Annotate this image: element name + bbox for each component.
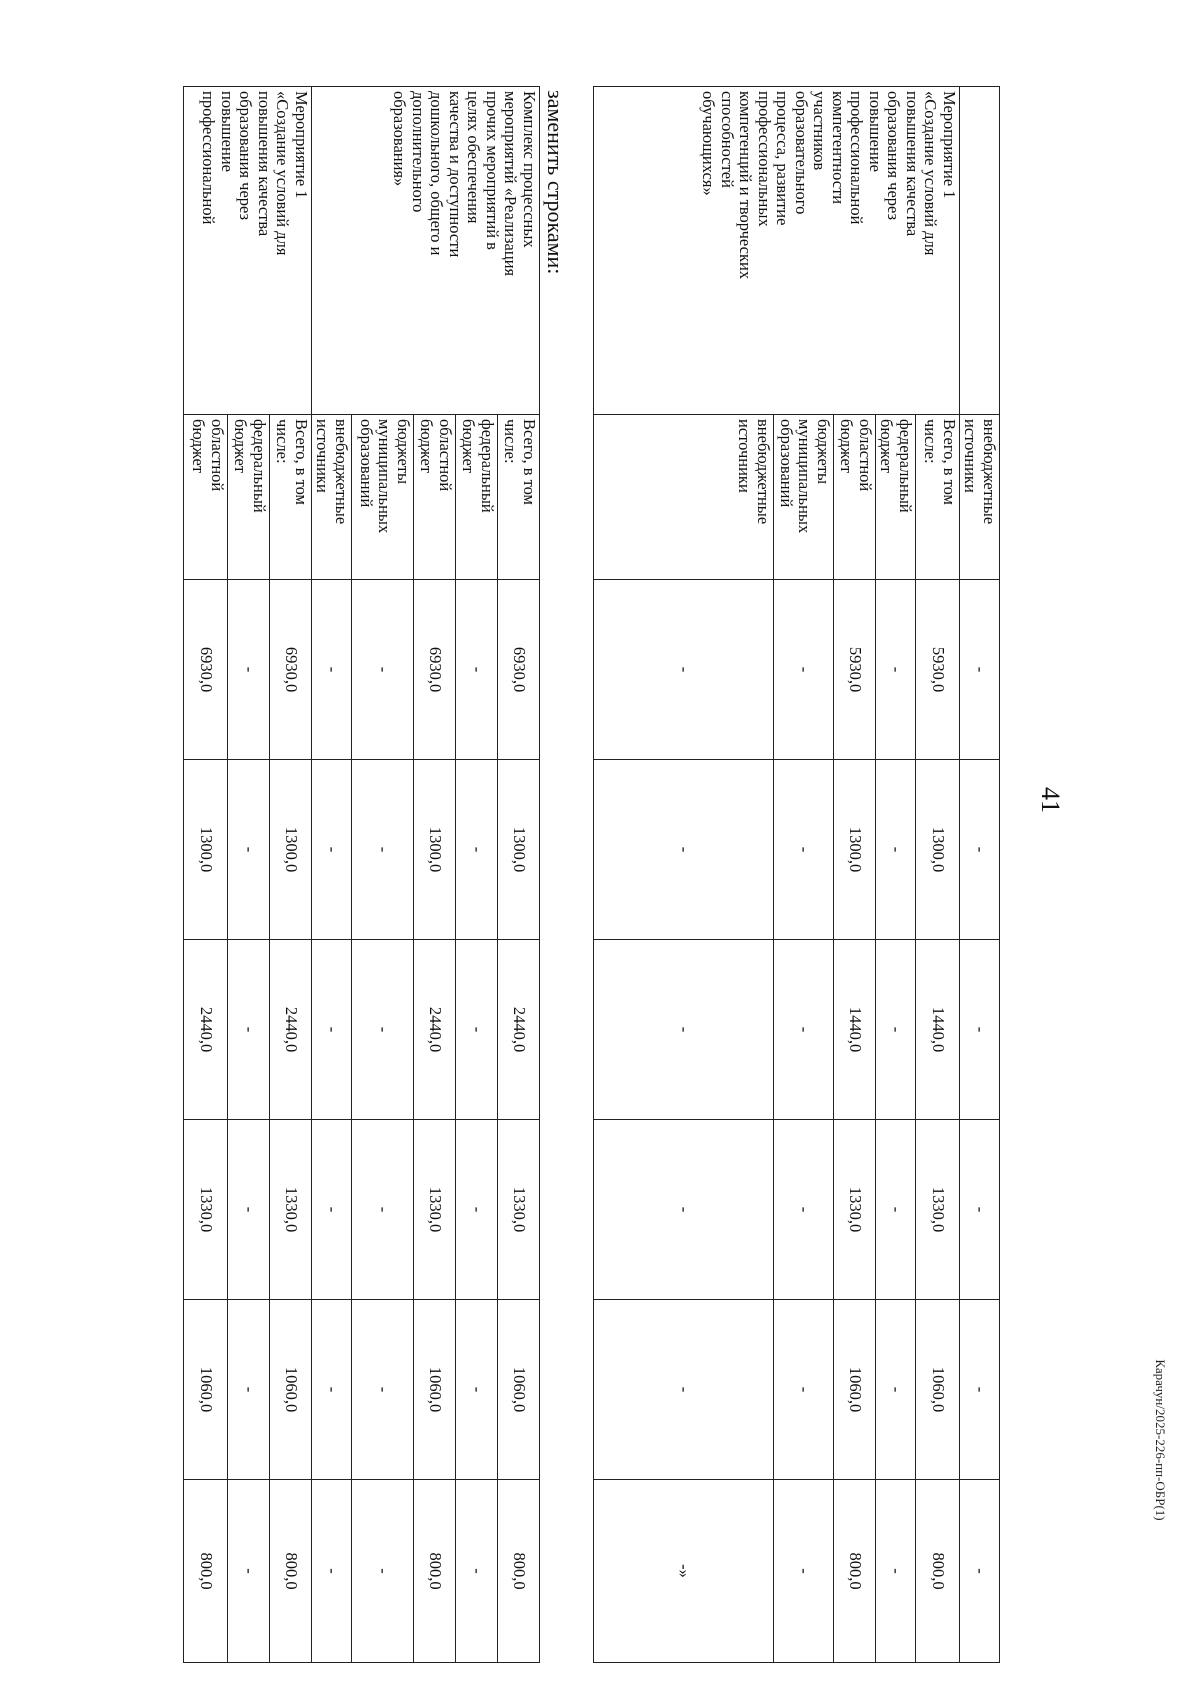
amount-cell: - (774, 1300, 834, 1480)
measure-name-line: «Создание условий для (921, 91, 941, 256)
measure-name-line: процесса, развитие (773, 91, 793, 226)
amount-cell: 2440,0 (498, 940, 540, 1120)
funding-source-line: областной (208, 419, 227, 492)
amount-cell: - (594, 760, 774, 940)
funding-source-line: внебюджетные (754, 419, 773, 525)
amount-cell: - (876, 1120, 916, 1300)
funding-source-line: бюджет (877, 419, 897, 473)
amount-cell: 6930,0 (498, 580, 540, 760)
amount-cell: 800,0 (270, 1480, 312, 1663)
measure-name-line: образования» (390, 91, 410, 187)
amount-cell: 6930,0 (270, 580, 312, 760)
amount-cell: - (456, 1480, 498, 1663)
amount-cell: - (876, 1300, 916, 1480)
measure-name-line: Мероприятие 1 (292, 91, 311, 199)
measure-name-line: образовательного (792, 91, 811, 215)
amount-cell: 800,0 (834, 1480, 876, 1663)
funding-source-cell (352, 415, 414, 580)
amount-cell: 1440,0 (834, 940, 876, 1120)
table-row (916, 87, 960, 1663)
funding-source-cell (876, 415, 916, 580)
funding-source-line: источники (313, 419, 333, 493)
amount-cell: - (352, 760, 414, 940)
amount-cell: - (352, 580, 414, 760)
amount-cell: - (228, 760, 270, 940)
amount-cell: - (960, 580, 1000, 760)
amount-cell: - (774, 760, 834, 940)
amount-cell: - (228, 580, 270, 760)
measure-name-line: профессиональных (755, 91, 774, 227)
amount-cell: - (456, 760, 498, 940)
measure-name-line: способностей (718, 91, 737, 188)
funding-source-line: образований (357, 419, 376, 508)
funding-source-cell (312, 415, 352, 580)
measure-name-cell (312, 87, 540, 415)
amount-cell: - (352, 1120, 414, 1300)
amount-cell: 800,0 (498, 1480, 540, 1663)
measure-name-line: дополнительного (409, 91, 428, 213)
amount-cell: 1330,0 (270, 1120, 312, 1300)
page-number: 41 (1036, 787, 1065, 813)
measure-name-line: профессиональной (847, 91, 867, 225)
amount-cell: 800,0 (184, 1480, 228, 1663)
amount-cell: 1330,0 (834, 1120, 876, 1300)
funding-source-line: источники (735, 419, 755, 493)
funding-source-line: бюджет (837, 419, 857, 473)
amount-cell: - (594, 1300, 774, 1480)
amount-cell: - (876, 940, 916, 1120)
measure-name-line: компетенций и творческих (736, 91, 756, 280)
amount-cell: 1330,0 (916, 1120, 960, 1300)
amount-cell: 1060,0 (270, 1300, 312, 1480)
measure-name-line: участников (810, 91, 830, 171)
amount-cell: 1300,0 (834, 760, 876, 940)
amount-cell: 1300,0 (916, 760, 960, 940)
amount-cell: - (312, 1120, 352, 1300)
amount-cell: 800,0 (414, 1480, 456, 1663)
amount-cell: - (774, 580, 834, 760)
funding-source-line: внебюджетные (980, 419, 999, 525)
amount-cell: 1060,0 (498, 1300, 540, 1480)
amount-cell: - (960, 940, 1000, 1120)
table-row (960, 87, 1000, 1663)
amount-cell: 1060,0 (184, 1300, 228, 1480)
funding-source-cell (184, 415, 228, 580)
measure-name-line: повышения качества (903, 91, 922, 237)
funding-source-cell (960, 415, 1000, 580)
amount-cell: 5930,0 (916, 580, 960, 760)
funding-source-line: Всего, в том (520, 419, 539, 505)
measure-name-line: Мероприятие 1 (940, 91, 959, 199)
amount-cell: - (594, 1120, 774, 1300)
amount-cell: - (876, 1480, 916, 1663)
amount-cell: 1440,0 (916, 940, 960, 1120)
amount-cell: - (456, 1120, 498, 1300)
measure-name-line: Комплекс процессных (520, 91, 539, 248)
amount-cell: - (312, 940, 352, 1120)
funding-source-line: бюджеты (814, 419, 833, 485)
amount-cell: 1300,0 (270, 760, 312, 940)
amount-cell: 1330,0 (414, 1120, 456, 1300)
amount-cell: 6930,0 (184, 580, 228, 760)
amount-cell: - (352, 1480, 414, 1663)
amount-cell: - (312, 1480, 352, 1663)
amount-cell: - (960, 1120, 1000, 1300)
amount-cell: - (312, 1300, 352, 1480)
measure-name-cell (184, 87, 312, 415)
amount-cell: - (352, 1300, 414, 1480)
amount-cell: 5930,0 (834, 580, 876, 760)
amount-cell: - (352, 940, 414, 1120)
funding-source-line: Всего, в том (292, 419, 311, 505)
measure-name-line: мероприятий «Реализация (501, 91, 521, 277)
amount-cell: - (774, 1120, 834, 1300)
amount-cell: - (594, 580, 774, 760)
funding-source-line: областной (856, 419, 875, 492)
funding-source-line: внебюджетные (332, 419, 351, 525)
amount-cell: - (774, 1480, 834, 1663)
amount-cell: 2440,0 (270, 940, 312, 1120)
measure-name-line: компетентности (829, 91, 848, 205)
funding-source-line: муниципальных (795, 419, 815, 534)
amount-cell: - (312, 760, 352, 940)
amount-cell: - (456, 940, 498, 1120)
amount-cell: 1300,0 (184, 760, 228, 940)
amount-cell: - (876, 760, 916, 940)
document-code: Карачун/2025-226-пп-ОБР(1) (1153, 1359, 1168, 1521)
funding-source-line: числе: (273, 419, 293, 464)
amount-cell: - (456, 1300, 498, 1480)
amount-cell: - (960, 1300, 1000, 1480)
measure-name-line: целях обеспечения (464, 91, 484, 224)
amount-cell: 2440,0 (184, 940, 228, 1120)
measure-name-cell (960, 87, 1000, 415)
funding-source-line: числе: (501, 419, 521, 464)
amount-cell: 1060,0 (414, 1300, 456, 1480)
funding-source-cell (228, 415, 270, 580)
funding-source-line: бюджет (417, 419, 437, 473)
measure-name-line: образования через (236, 91, 256, 221)
funding-source-cell (498, 415, 540, 580)
amount-cell: -» (594, 1480, 774, 1663)
amount-cell: - (228, 940, 270, 1120)
funding-source-line: бюджет (189, 419, 209, 473)
amount-cell: 1300,0 (498, 760, 540, 940)
budget-table-top (593, 86, 1000, 1663)
funding-source-line: бюджеты (394, 419, 413, 485)
measure-name-cell (594, 87, 960, 415)
amount-cell: - (228, 1120, 270, 1300)
funding-source-line: бюджет (459, 419, 479, 473)
funding-source-line: муниципальных (375, 419, 395, 534)
funding-source-line: образований (777, 419, 796, 508)
amount-cell: - (312, 580, 352, 760)
amount-cell: - (960, 760, 1000, 940)
funding-source-line: федеральный (250, 419, 269, 513)
amount-cell: - (876, 580, 916, 760)
measure-name-line: «Создание условий для (273, 91, 293, 256)
amount-cell: 800,0 (916, 1480, 960, 1663)
amount-cell: - (228, 1300, 270, 1480)
measure-name-line: образования через (884, 91, 904, 221)
amount-cell: - (456, 580, 498, 760)
funding-source-line: областной (436, 419, 455, 492)
funding-source-cell (270, 415, 312, 580)
funding-source-line: источники (961, 419, 981, 493)
rotated-page-content (100, 86, 1000, 1686)
funding-source-cell (456, 415, 498, 580)
measure-name-line: прочих мероприятий в (483, 91, 502, 250)
amount-cell: - (960, 1480, 1000, 1663)
funding-source-line: федеральный (896, 419, 915, 513)
amount-cell: - (228, 1480, 270, 1663)
table-row (498, 87, 540, 1663)
measure-name-line: повышение (218, 91, 237, 172)
replace-with-lines-text: заменить строками: (543, 90, 568, 275)
funding-source-cell (916, 415, 960, 580)
amount-cell: - (774, 940, 834, 1120)
budget-table-bottom (183, 86, 540, 1663)
measure-name-line: повышения качества (255, 91, 274, 237)
amount-cell: 1060,0 (916, 1300, 960, 1480)
amount-cell: 2440,0 (414, 940, 456, 1120)
measure-name-line: профессиональной (199, 91, 219, 225)
funding-source-line: федеральный (478, 419, 497, 513)
amount-cell: 1330,0 (498, 1120, 540, 1300)
funding-source-line: числе: (921, 419, 941, 464)
measure-name-line: качества и доступности (446, 91, 465, 258)
amount-cell: 1300,0 (414, 760, 456, 940)
funding-source-line: бюджет (231, 419, 251, 473)
table-row (270, 87, 312, 1663)
funding-source-line: Всего, в том (940, 419, 959, 505)
measure-name-line: обучающихся» (699, 91, 719, 196)
amount-cell: 1330,0 (184, 1120, 228, 1300)
funding-source-cell (594, 415, 774, 580)
funding-source-cell (414, 415, 456, 580)
amount-cell: 1060,0 (834, 1300, 876, 1480)
funding-source-cell (774, 415, 834, 580)
measure-name-line: повышение (866, 91, 885, 172)
amount-cell: 6930,0 (414, 580, 456, 760)
funding-source-cell (834, 415, 876, 580)
measure-name-line: дошкольного, общего и (427, 91, 447, 256)
amount-cell: - (594, 940, 774, 1120)
